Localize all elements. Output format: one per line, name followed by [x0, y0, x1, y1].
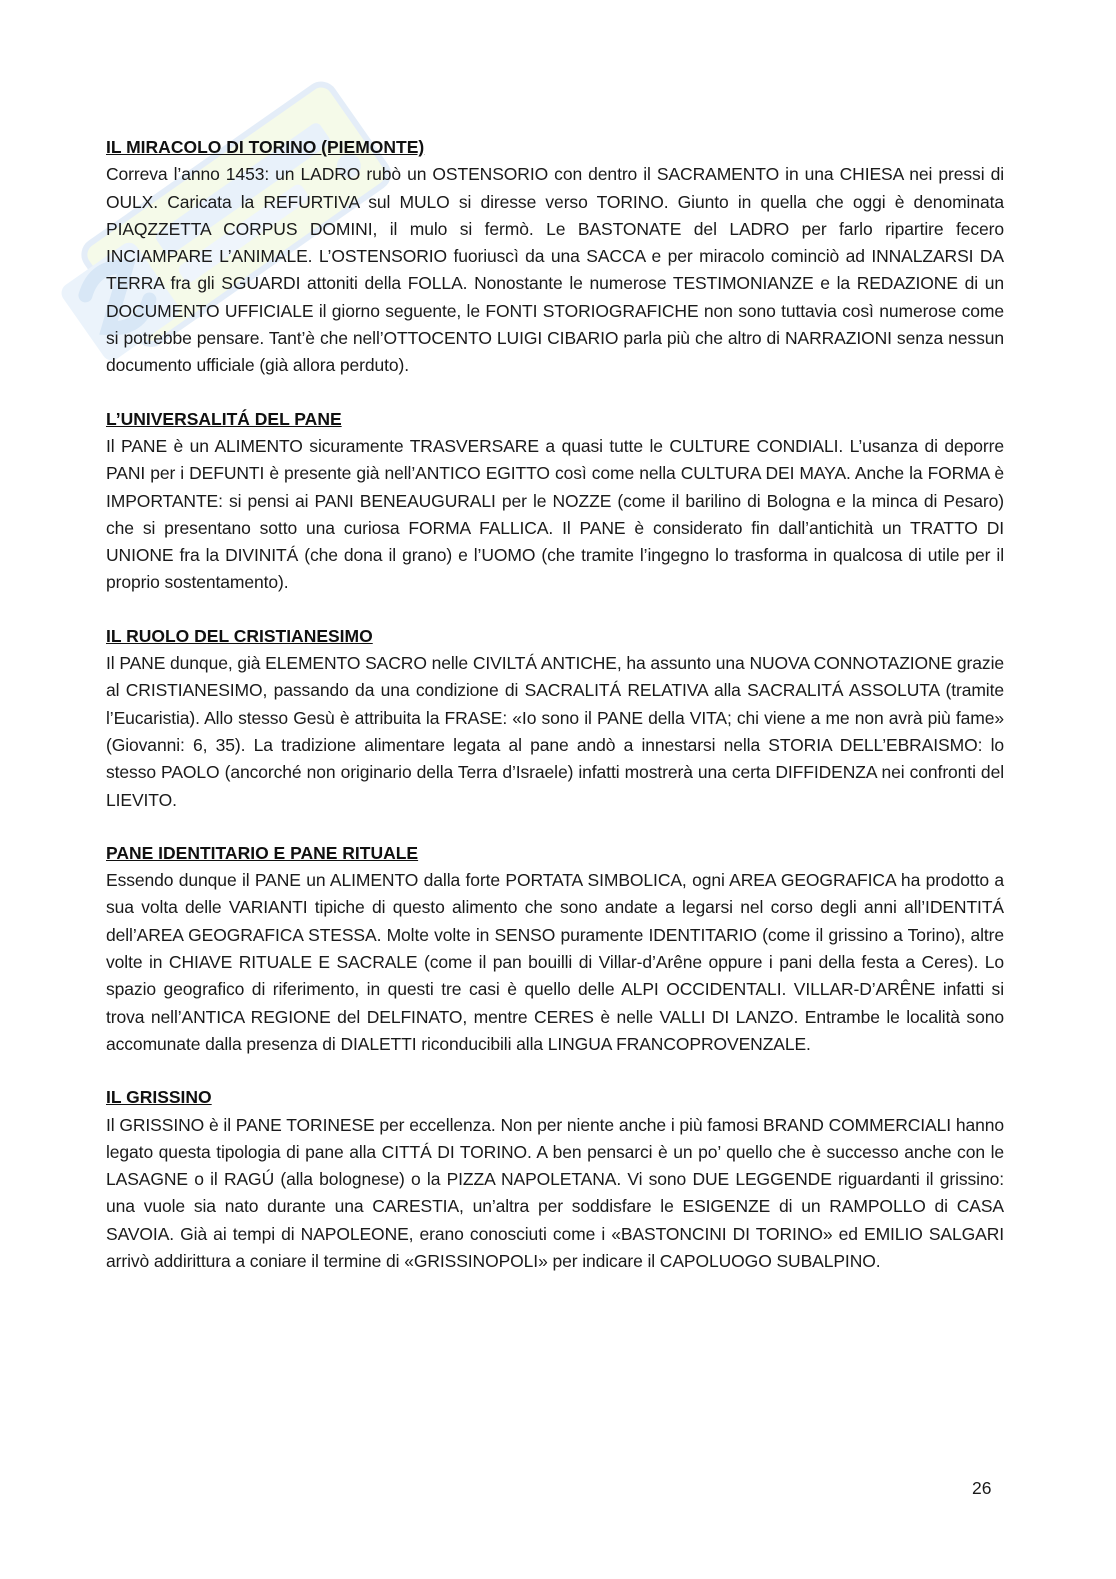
section-universalita [106, 406, 1004, 597]
section-heading: IL GRISSINO [106, 1087, 212, 1108]
section-heading: IL MIRACOLO DI TORINO (PIEMONTE) [106, 137, 425, 157]
section-heading: PANE IDENTITARIO E PANE RITUALE [106, 842, 419, 863]
section-grissino [106, 1084, 1004, 1275]
page-number: 26 [972, 1478, 992, 1498]
document-body [106, 134, 1004, 1301]
section-cristianesimo [106, 623, 1004, 814]
section-heading: IL RUOLO DEL CRISTIANESIMO [106, 625, 373, 646]
section-paragraph: Correva l’anno 1453: un LADRO rubò un OSTENSORIO con dentro il SACRAMENTO in una CHIESA nei pressi di OULX. Caricata la REFURTIVA sul MULO si diresse verso TORINO. Giunto in quella che oggi è denominata PIAQZZETTA CORPUS DOMINI, il mulo si fermò. Le BASTONATE del LADRO per farlo ripartire fecero INCIAMPARE L’ANIMALE. L’OSTENSORIO fuoriuscì da una SACCA e per miracolo cominciò ad INNALZARSI DA TERRA fra gli SGUARDI attoniti della FOLLA. Nonostante le numerose TESTIMONIANZE e la REDAZIONE di un DOCUMENTO UFFICIALE il giorno seguente, le FONTI STORIOGRAFICHE non sono tuttavia così numerose come si potrebbe pensare. Tant’è che nell’OTTOCENTO LUIGI CIBARIO parla più che altro di NARRAZIONI senza nessun documento ufficiale (già allora perduto). [106, 164, 1004, 376]
section-miracolo [106, 134, 1004, 380]
section-paragraph: Il GRISSINO è il PANE TORINESE per eccellenza. Non per niente anche i più famosi BRAND COMMERCIALI hanno legato questa tipologia di pane alla CITTÁ DI TORINO. A ben pensarci è un po’ quello che è successo anche con le LASAGNE o il RAGÚ (alla bolognese) o la PIZZA NAPOLETANA. Vi sono DUE LEGGENDE riguardanti il grissino: una vuole sia nato durante una CARESTIA, un’altra per soddisfare le ESIGENZE di un RAMPOLLO di CASA SAVOIA. Già ai tempi di NAPOLEONE, erano conosciuti come i «BASTONCINI DI TORINO» ed EMILIO SALGARI arrivò addirittura a coniare il termine di «GRISSINOPOLI» per indicare il CAPOLUOGO SUBALPINO. [106, 1114, 1004, 1271]
section-heading: L’UNIVERSALITÁ DEL PANE [106, 408, 342, 429]
section-paragraph: Il PANE dunque, già ELEMENTO SACRO nelle CIVILTÁ ANTICHE, ha assunto una NUOVA CONNOTAZIONE grazie al CRISTIANESIMO, passando da una condizione di SACRALITÁ RELATIVA alla SACRALITÁ ASSOLUTA (tramite l’Eucaristia). Allo stesso Gesù è attribuita la FRASE: «Io sono il PANE della VITA; chi viene a me non avrà più fame» (Giovanni: 6, 35). La tradizione alimentare legata al pane andò a innestarsi nella STORIA DELL’EBRAISMO: lo stesso PAOLO (ancorché non originario della Terra d’Israele) infatti mostrerà una certa DIFFIDENZA nei confronti del LIEVITO. [106, 653, 1004, 810]
section-paragraph: Il PANE è un ALIMENTO sicuramente TRASVERSARE a quasi tutte le CULTURE CONDIALI. L’usanza di deporre PANI per i DEFUNTI è presente già nell’ANTICO EGITTO così come nella CULTURA DEI MAYA. Anche la FORMA è IMPORTANTE: si pensi ai PANI BENEAUGURALI per le NOZZE (come il barilino di Bologna e la minca di Pesaro) che si presentano sotto una curiosa FORMA FALLICA. Il PANE è considerato fin dall’antichità un TRATTO DI UNIONE fra la DIVINITÁ (che dona il grano) e l’UOMO (che tramite l’ingegno lo trasforma in qualcosa di utile per il proprio sostentamento). [106, 435, 1004, 593]
section-paragraph: Essendo dunque il PANE un ALIMENTO dalla forte PORTATA SIMBOLICA, ogni AREA GEOGRAFICA ha prodotto a sua volta delle VARIANTI tipiche di questo alimento che sono andate a legarsi nel corso degli anni all’IDENTITÁ dell’AREA GEOGRAFICA STESSA. Molte volte in SENSO puramente IDENTITARIO (come il grissino a Torino), altre volte in CHIAVE RITUALE E SACRALE (come il pan bouilli di Villar-d’Arêne oppure i pani della festa a Ceres). Lo spazio geografico di riferimento, in questi tre casi è quello delle ALPI OCCIDENTALI. VILLAR-D’ARÊNE infatti si trova nell’ANTICA REGIONE del DELFINATO, mentre CERES è nelle VALLI DI LANZO. Entrambe le località sono accomunate dalla presenza di DIALETTI riconducibili alla LINGUA FRANCOPROVENZALE. [106, 870, 1004, 1054]
section-pane-identitario [106, 840, 1004, 1058]
